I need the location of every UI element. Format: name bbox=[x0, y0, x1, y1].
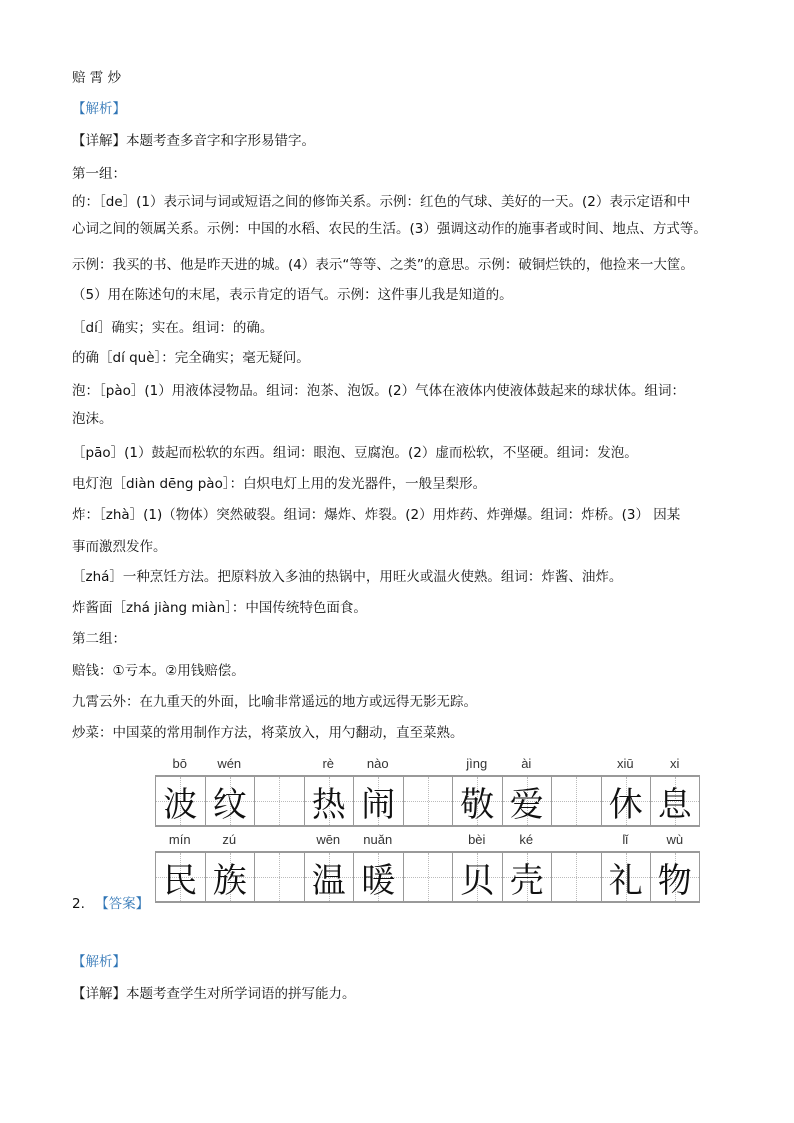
character-cell bbox=[601, 777, 651, 825]
answer-line bbox=[72, 895, 149, 913]
character: 温 bbox=[311, 860, 346, 901]
explanation-line: 的：［de］(1）表示词与词或短语之间的修饰关系。示例：红色的气球、美好的一天。(2）表示定语和中 bbox=[72, 194, 691, 210]
explanation-line: 赔钱：①亏本。②用钱赔偿。 bbox=[72, 663, 245, 679]
character-cell bbox=[353, 853, 403, 901]
answer-label: 【答案】 bbox=[95, 896, 150, 912]
pinyin-row bbox=[155, 832, 700, 850]
character: 民 bbox=[163, 860, 198, 901]
pinyin-label: ké bbox=[519, 832, 534, 847]
explanation-line: 第一组： bbox=[72, 166, 126, 182]
question-number: 2. bbox=[72, 896, 85, 912]
explanation-line: ［zhá］一种烹饪方法。把原料放入多油的热锅中，用旺火或温火使熟。组词：炸酱、油炸。 bbox=[72, 569, 623, 585]
character-cell bbox=[650, 777, 700, 825]
explanation-line: 炒菜：中国菜的常用制作方法，将菜放入，用勺翻动，直至菜熟。 bbox=[72, 725, 464, 741]
character-cell bbox=[304, 853, 354, 901]
pinyin-label: nuǎn bbox=[363, 832, 393, 847]
explanation-line: 泡：［pào］(1）用液体浸物品。组词：泡茶、泡饭。(2）气体在液体内使液体鼓起来的球状体。组词： bbox=[72, 383, 686, 399]
character: 物 bbox=[657, 860, 692, 901]
explanation-line: 九霄云外：在九重天的外面，比喻非常遥远的地方或远得无影无踪。 bbox=[72, 694, 477, 710]
explanation-line: 炸酱面［zhá jiàng miàn］：中国传统特色面食。 bbox=[72, 600, 367, 616]
character-cell bbox=[353, 777, 403, 825]
pinyin-label: nào bbox=[366, 756, 389, 771]
explanation-line: （5）用在陈述句的末尾，表示肯定的语气。示例：这件事儿我是知道的。 bbox=[72, 287, 513, 303]
character-cell bbox=[155, 853, 205, 901]
character: 热 bbox=[311, 784, 346, 825]
explanation-line: 赔 霄 炒 bbox=[72, 70, 122, 86]
character: 爱 bbox=[509, 784, 544, 825]
character-cell bbox=[205, 853, 255, 901]
detail-text: 【详解】本题考查多音字和字形易错字。 bbox=[72, 133, 315, 149]
character: 贝 bbox=[460, 860, 495, 901]
character: 壳 bbox=[509, 860, 544, 901]
detail-text: 【详解】本题考查学生对所学词语的拼写能力。 bbox=[72, 986, 356, 1002]
explanation-line: 事而激烈发作。 bbox=[72, 539, 167, 555]
pinyin-label: xi bbox=[670, 756, 680, 771]
character: 纹 bbox=[212, 784, 247, 825]
character-cell bbox=[551, 777, 601, 825]
character-cell bbox=[205, 777, 255, 825]
character-box-row bbox=[155, 851, 700, 903]
pinyin-label: bèi bbox=[468, 832, 486, 847]
pinyin-label: ài bbox=[521, 756, 532, 771]
pinyin-label: wén bbox=[217, 756, 242, 771]
pinyin-label: bō bbox=[172, 756, 187, 771]
character-cell bbox=[502, 777, 552, 825]
character-cell bbox=[601, 853, 651, 901]
explanation-line: 心词之间的领属关系。示例：中国的水稻、农民的生活。(3）强调这动作的施事者或时间、地点、方式等。 bbox=[72, 221, 707, 237]
character: 族 bbox=[212, 860, 247, 901]
pinyin-label: rè bbox=[322, 756, 335, 771]
character-cell bbox=[403, 777, 453, 825]
pinyin-label: jìng bbox=[466, 756, 488, 771]
character-cell bbox=[254, 777, 304, 825]
character: 休 bbox=[608, 784, 643, 825]
explanation-line: 第二组： bbox=[72, 631, 126, 647]
character-cell bbox=[551, 853, 601, 901]
character-cell bbox=[452, 853, 502, 901]
character: 息 bbox=[657, 784, 692, 825]
pinyin-label: xiū bbox=[616, 756, 634, 771]
character-box-row bbox=[155, 775, 700, 827]
explanation-line: 的确［dí què］：完全确实；毫无疑问。 bbox=[72, 350, 310, 366]
explanation-line: 炸：［zhà］(1)（物体）突然破裂。组词：爆炸、炸裂。(2）用炸药、炸弹爆。组词：炸桥。(3） 因某 bbox=[72, 507, 681, 523]
character: 礼 bbox=[608, 860, 643, 901]
character-cell bbox=[650, 853, 700, 901]
character-cell bbox=[502, 853, 552, 901]
pinyin-label: wù bbox=[666, 832, 684, 847]
character-cell bbox=[304, 777, 354, 825]
analysis-label: 【解析】 bbox=[72, 101, 126, 117]
analysis-label: 【解析】 bbox=[72, 954, 126, 970]
pinyin-label: mín bbox=[168, 832, 191, 847]
character-cell bbox=[452, 777, 502, 825]
character: 闹 bbox=[361, 784, 396, 825]
pinyin-label: zú bbox=[222, 832, 237, 847]
pinyin-label: wēn bbox=[316, 832, 341, 847]
character: 暖 bbox=[361, 860, 396, 901]
explanation-line: ［pāo］(1）鼓起而松软的东西。组词：眼泡、豆腐泡。(2）虚而松软，不坚硬。组词：发泡。 bbox=[72, 445, 638, 461]
explanation-line: 电灯泡［diàn dēng pào］：白炽电灯上用的发光器件，一般呈梨形。 bbox=[72, 476, 487, 492]
pinyin-row bbox=[155, 756, 700, 774]
character: 波 bbox=[163, 784, 198, 825]
explanation-line: 泡沫。 bbox=[72, 411, 113, 427]
explanation-line: ［dí］确实；实在。组词：的确。 bbox=[72, 320, 274, 336]
character-cell bbox=[254, 853, 304, 901]
pinyin-label: lǐ bbox=[622, 832, 629, 847]
explanation-line: 示例：我买的书、他是昨天进的城。(4）表示“等等、之类”的意思。示例：破铜烂铁的，他捡来一大筐。 bbox=[72, 257, 694, 273]
character-cell bbox=[403, 853, 453, 901]
character: 敬 bbox=[460, 784, 495, 825]
character-cell bbox=[155, 777, 205, 825]
